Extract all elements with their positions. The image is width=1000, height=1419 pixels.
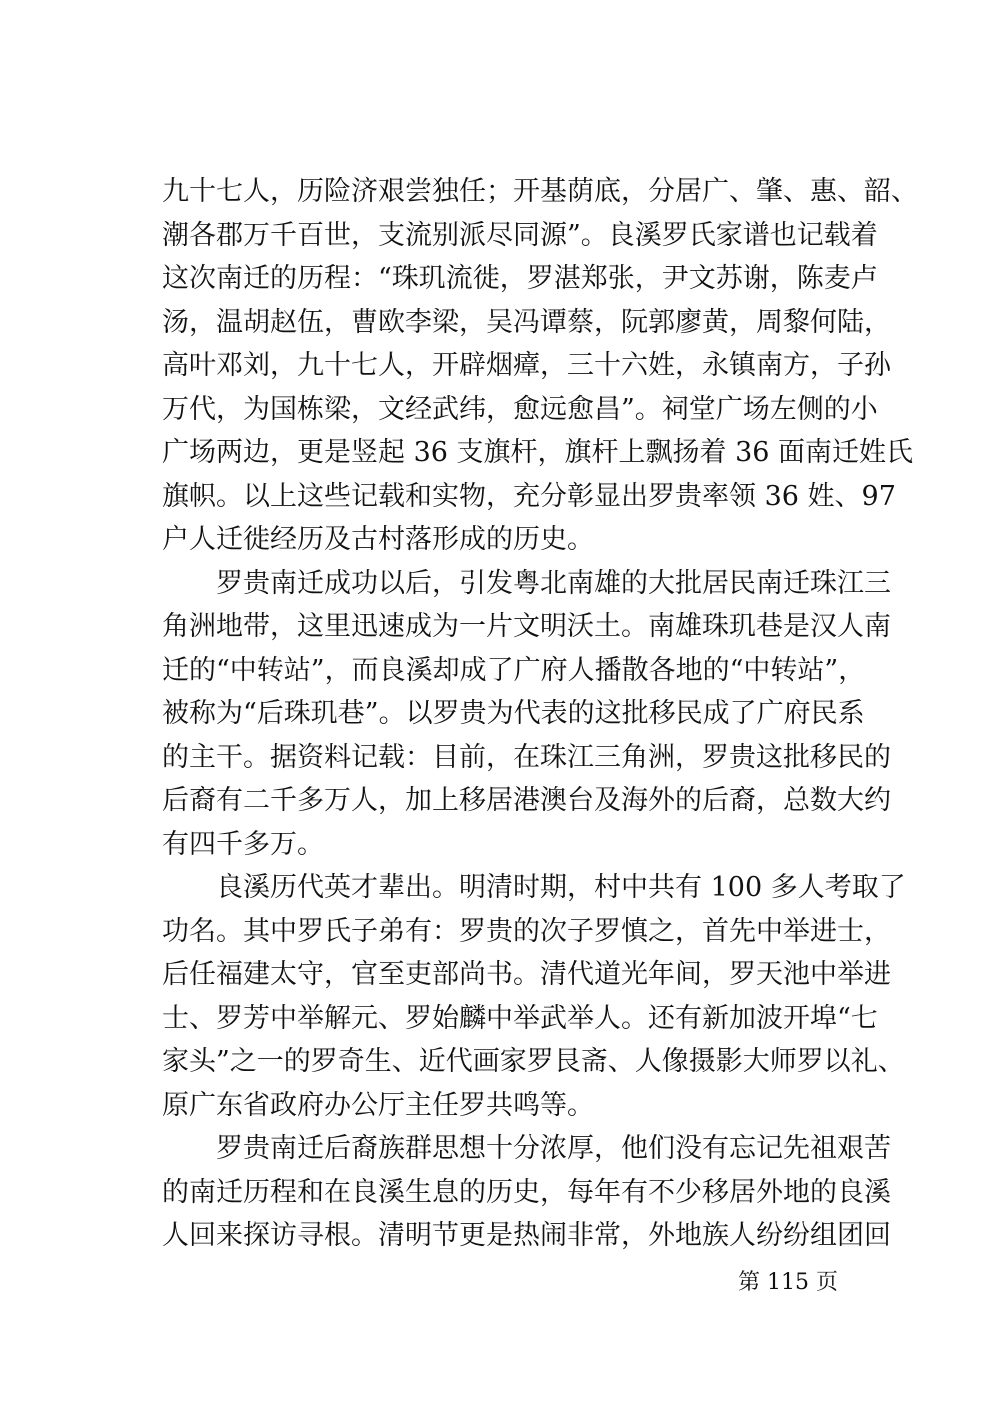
- text-line: 的主干。据资料记载：目前，在珠江三角洲，罗贵这批移民的: [162, 741, 891, 773]
- text-line: 九十七人，历险济艰尝独任；开基荫底，分居广、肇、惠、韶、: [162, 176, 918, 207]
- text-line: 良溪历代英才辈出。明清时期，村中共有 100 多人考取了: [216, 872, 906, 903]
- text-line: 后裔有二千多万人，加上移居港澳台及海外的后裔，总数大约: [162, 785, 891, 816]
- text-line: 广场两边，更是竖起 36 支旗杆，旗杆上飘扬着 36 面南迁姓氏: [162, 437, 914, 468]
- paragraph: [162, 170, 918, 562]
- text-line: 人回来探访寻根。清明节更是热闹非常，外地族人纷纷组团回: [162, 1220, 891, 1251]
- text-line: 罗贵南迁成功以后，引发粤北南雄的大批居民南迁珠江三: [216, 567, 891, 599]
- text-line: 旗帜。以上这些记载和实物，充分彰显出罗贵率领 36 姓、97: [162, 480, 896, 512]
- text-line: 户人迁徙经历及古村落形成的历史。: [162, 524, 594, 555]
- text-line: 士、罗芳中举解元、罗始麟中举武举人。还有新加波开埠“七: [162, 1002, 878, 1034]
- paragraph: [162, 1127, 891, 1258]
- paragraph: [162, 866, 906, 1127]
- text-line: 角洲地带，这里迅速成为一片文明沃土。南雄珠玑巷是汉人南: [162, 611, 891, 642]
- page-number: 第 115 页: [738, 1270, 838, 1295]
- text-line: 汤，温胡赵伍，曹欧李梁，吴冯谭蔡，阮郭廖黄，周黎何陆，: [162, 306, 891, 338]
- text-line: 潮各郡万千百世，支流别派尽同源”。良溪罗氏家谱也记载着: [162, 219, 878, 251]
- text-line: 家头”之一的罗奇生、近代画家罗艮斋、人像摄影大师罗以礼、: [162, 1046, 905, 1077]
- paragraph: [162, 562, 891, 867]
- text-line: 被称为“后珠玑巷”。以罗贵为代表的这批移民成了广府民系: [162, 698, 865, 729]
- text-line: 功名。其中罗氏子弟有：罗贵的次子罗慎之，首先中举进士，: [162, 915, 891, 947]
- text-line: 迁的“中转站”，而良溪却成了广府人播散各地的“中转站”，: [162, 654, 866, 686]
- body-text: [162, 170, 918, 1258]
- text-line: 的南迁历程和在良溪生息的历史，每年有不少移居外地的良溪: [162, 1176, 891, 1208]
- text-line: 万代，为国栋梁，文经武纬，愈远愈昌”。祠堂广场左侧的小: [162, 393, 878, 425]
- text-line: 这次南迁的历程：“珠玑流徙，罗湛郑张，尹文苏谢，陈麦卢: [162, 263, 878, 294]
- text-line: 原广东省政府办公厅主任罗共鸣等。: [162, 1089, 594, 1121]
- text-line: 后任福建太守，官至吏部尚书。清代道光年间，罗天池中举进: [162, 959, 891, 990]
- text-line: 高叶邓刘，九十七人，开辟烟瘴，三十六姓，永镇南方，子孙: [162, 350, 891, 381]
- text-line: 罗贵南迁后裔族群思想十分浓厚，他们没有忘记先祖艰苦: [216, 1133, 891, 1164]
- text-line: 有四千多万。: [162, 828, 324, 860]
